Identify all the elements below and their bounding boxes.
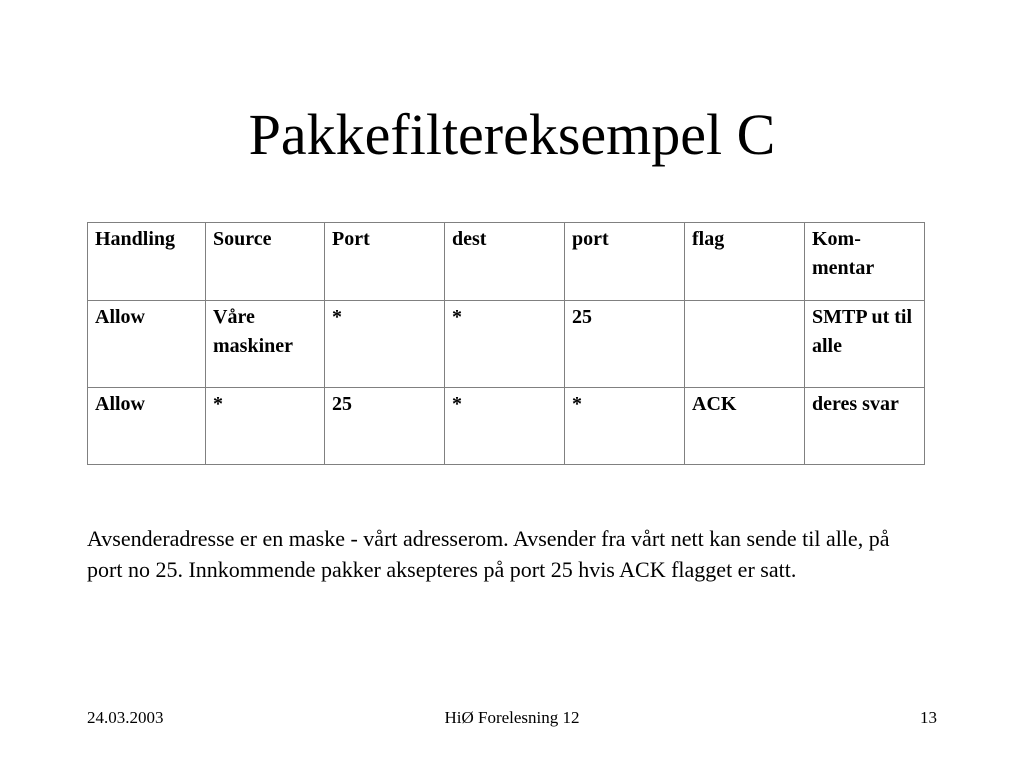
slide-title: Pakkefiltereksempel C	[248, 102, 776, 167]
header-source-port: Port	[325, 223, 445, 301]
table-row	[88, 301, 925, 388]
footer-title: HiØ Forelesning 12	[444, 708, 580, 727]
cell-source: *	[206, 388, 325, 465]
cell-dest: *	[445, 301, 565, 388]
cell-dest-port: *	[565, 388, 685, 465]
cell-handling: Allow	[88, 388, 206, 465]
header-kommentar: Kom- mentar	[805, 223, 925, 301]
cell-source: Våre maskiner	[206, 301, 325, 388]
cell-source-port: *	[325, 301, 445, 388]
slide-body-text: Avsenderadresse er en maske - vårt adresserom. Avsender fra vårt nett kan sende til alle, på port no 25. Innkommende pakker aksepteres på port 25 hvis ACK flagget er satt.	[87, 526, 890, 582]
header-source: Source	[206, 223, 325, 301]
cell-flag: ACK	[685, 388, 805, 465]
header-handling: Handling	[88, 223, 206, 301]
header-flag: flag	[685, 223, 805, 301]
cell-dest-port: 25	[565, 301, 685, 388]
cell-handling: Allow	[88, 301, 206, 388]
table-header-row	[88, 223, 925, 301]
header-dest: dest	[445, 223, 565, 301]
cell-kommentar: SMTP ut til alle	[805, 301, 925, 388]
footer-date: 24.03.2003	[87, 708, 164, 727]
header-dest-port: port	[565, 223, 685, 301]
packet-filter-table	[87, 222, 925, 465]
footer-page-number: 13	[920, 708, 937, 727]
cell-source-port: 25	[325, 388, 445, 465]
cell-flag	[685, 301, 805, 388]
cell-kommentar: deres svar	[805, 388, 925, 465]
table-row	[88, 388, 925, 465]
cell-dest: *	[445, 388, 565, 465]
